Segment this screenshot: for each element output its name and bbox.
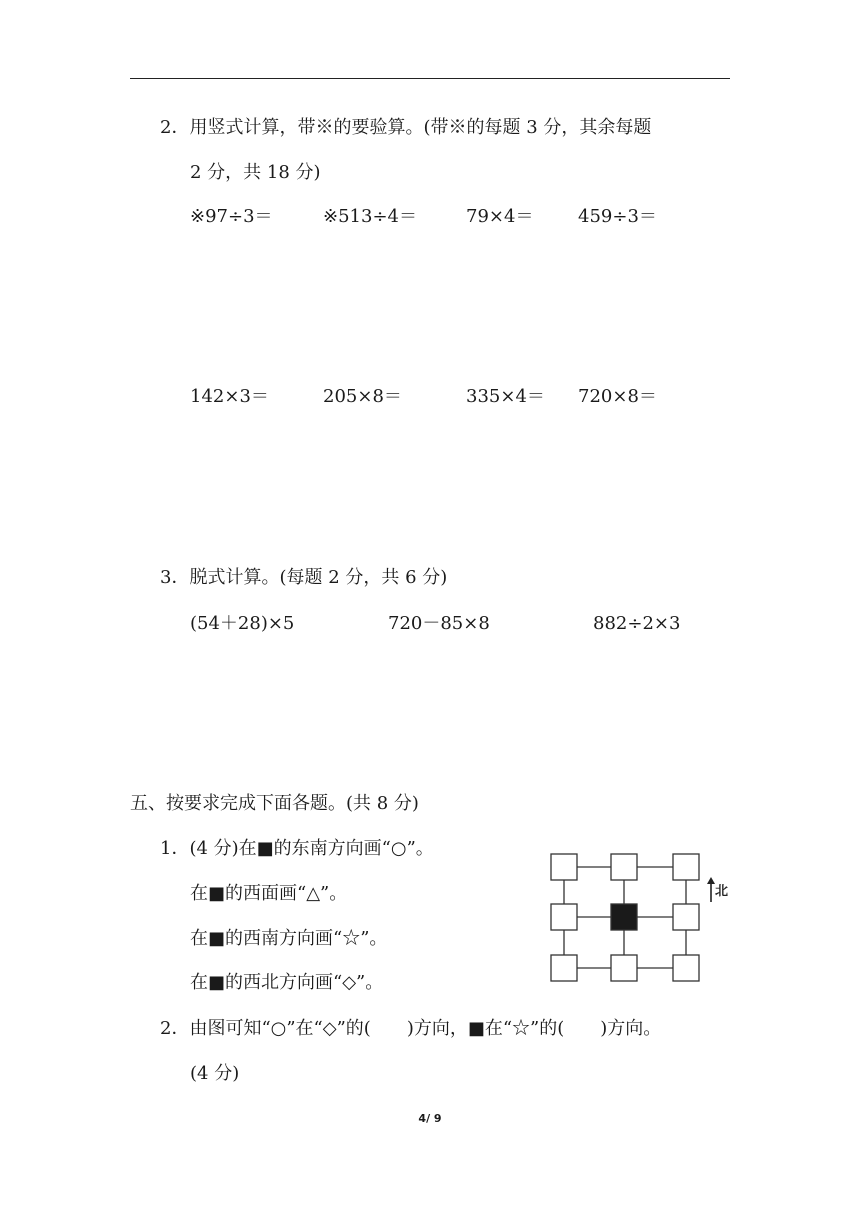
grid-cell-w — [551, 904, 577, 930]
q2-problem: ※513÷4＝ — [323, 206, 417, 227]
header-rule — [130, 78, 730, 79]
q2-problem: 79×4＝ — [466, 206, 534, 227]
page-number: 4/ 9 — [418, 1112, 442, 1125]
q2-problem: ※97÷3＝ — [190, 206, 273, 227]
q2-problem: 335×4＝ — [466, 386, 545, 407]
q3-expression: 882÷2×3 — [593, 613, 681, 634]
q2-problem: 459÷3＝ — [578, 206, 657, 227]
q3-expression: (54＋28)×5 — [190, 613, 295, 634]
grid-cell-s — [611, 955, 637, 981]
direction-grid-diagram — [540, 848, 740, 990]
s5-q1-line1: 1．(4 分)在■的东南方向画“○”。 — [160, 838, 434, 859]
center-black-square — [611, 904, 637, 930]
s5-q1-line4: 在■的西北方向画“◇”。 — [190, 972, 384, 993]
grid-cell-sw — [551, 955, 577, 981]
grid-cell-se — [673, 955, 699, 981]
s5-q1-line3: 在■的西南方向画“☆”。 — [190, 928, 388, 949]
q2-problem: 142×3＝ — [190, 386, 269, 407]
q3-expression: 720－85×8 — [388, 613, 490, 634]
q2-title: 2．用竖式计算，带※的要验算。(带※的每题 3 分，其余每题 — [160, 117, 652, 138]
q2-title-cont: 2 分，共 18 分) — [190, 162, 321, 183]
grid-cell-e — [673, 904, 699, 930]
grid-cell-n — [611, 854, 637, 880]
q3-title: 3．脱式计算。(每题 2 分，共 6 分) — [160, 567, 448, 588]
q2-problem: 720×8＝ — [578, 386, 657, 407]
grid-cell-ne — [673, 854, 699, 880]
s5-q2-line1: 2．由图可知“○”在“◇”的( )方向，■在“☆”的( )方向。 — [160, 1018, 662, 1039]
section5-heading: 五、按要求完成下面各题。(共 8 分) — [130, 793, 419, 814]
s5-q1-line2: 在■的西面画“△”。 — [190, 883, 348, 904]
q2-problem: 205×8＝ — [323, 386, 402, 407]
north-arrow-icon — [707, 877, 715, 902]
grid-cell-nw — [551, 854, 577, 880]
s5-q2-line2: (4 分) — [190, 1063, 240, 1084]
north-label: 北 — [715, 884, 729, 899]
